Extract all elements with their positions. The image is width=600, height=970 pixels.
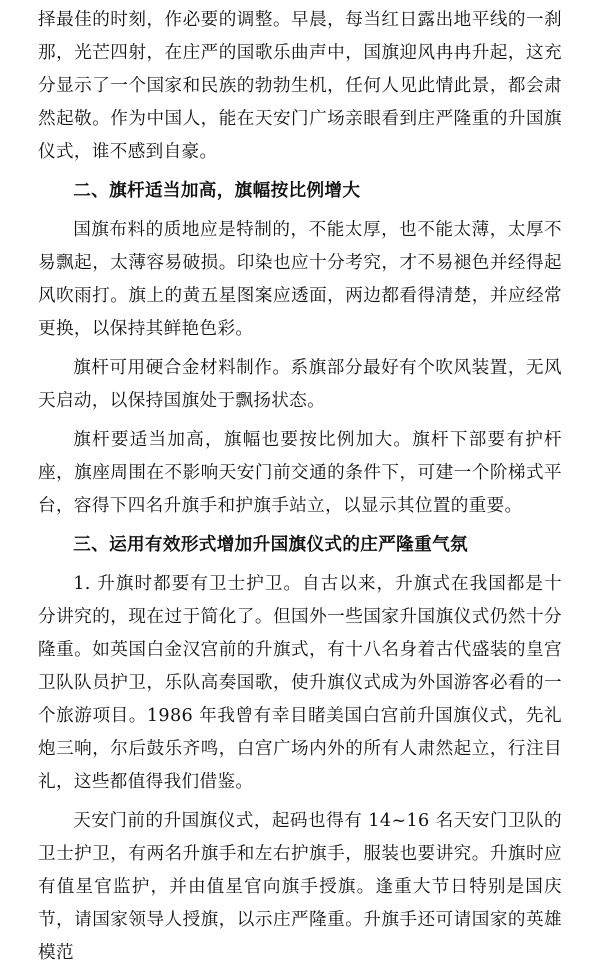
paragraph-flagpole-material: 旗杆可用硬合金材料制作。系旗部分最好有个吹风装置，无风天启动，以保持国旗处于飘扬状态。 <box>38 358 562 411</box>
paragraph-tiananmen-ceremony: 天安门前的升国旗仪式，起码也得有 14~16 名天安门卫队的卫士护卫，有两名升旗手和左右护旗手，服装也要讲究。升旗时应有值星官监护，并由值星官向旗手授旗。逢重大节日特别是国庆节，请国家领导人授旗，以示庄严隆重。升旗手还可请国家的英雄模范 <box>38 811 562 963</box>
section-heading-3: 三、运用有效形式增加升国旗仪式的庄严隆重气氛 <box>73 535 468 555</box>
paragraph-flagpole-height: 旗杆要适当加高，旗幅也要按比例加大。旗杆下部要有护杆座，旗座周围在不影响天安门前交通的条件下，可建一个阶梯式平台，容得下四名升旗手和护旗手站立，以显示其位置的重要。 <box>38 430 562 516</box>
paragraph-flag-fabric: 国旗布料的质地应是特制的，不能太厚，也不能太薄，太厚不易飘起，太薄容易破损。印染也应十分考究，才不易褪色并经得起风吹雨打。旗上的黄五星图案应透面，两边都看得清楚，并应经常更换，以保持其鲜艳色彩。 <box>38 220 562 339</box>
paragraph-guards: 1. 升旗时都要有卫士护卫。自古以来，升旗式在我国都是十分讲究的，现在过于简化了。但国外一些国家升国旗仪式仍然十分隆重。如英国白金汉宫前的升旗式，有十八名身着古代盛装的皇宫卫队队员护卫，乐队高奏国歌，使升旗仪式成为外国游客必看的一个旅游项目。1986 年我曾有幸目睹美国白宫前升国旗仪式，先礼炮三响，尔后鼓乐齐鸣，白宫广场内外的所有人肃然起立，行注目礼，这些都值得我们借鉴。 <box>38 574 562 792</box>
paragraph-continuation: 择最佳的时刻，作必要的调整。早晨，每当红日露出地平线的一刹那，光芒四射，在庄严的国歌乐曲声中，国旗迎风冉冉升起，这充分显示了一个国家和民族的勃勃生机，任何人见此情此景，都会肃然起敬。作为中国人，能在天安门广场亲眼看到庄严隆重的升国旗仪式，谁不感到自豪。 <box>38 10 562 162</box>
section-heading-2: 二、旗杆适当加高，旗幅按比例增大 <box>73 181 361 201</box>
